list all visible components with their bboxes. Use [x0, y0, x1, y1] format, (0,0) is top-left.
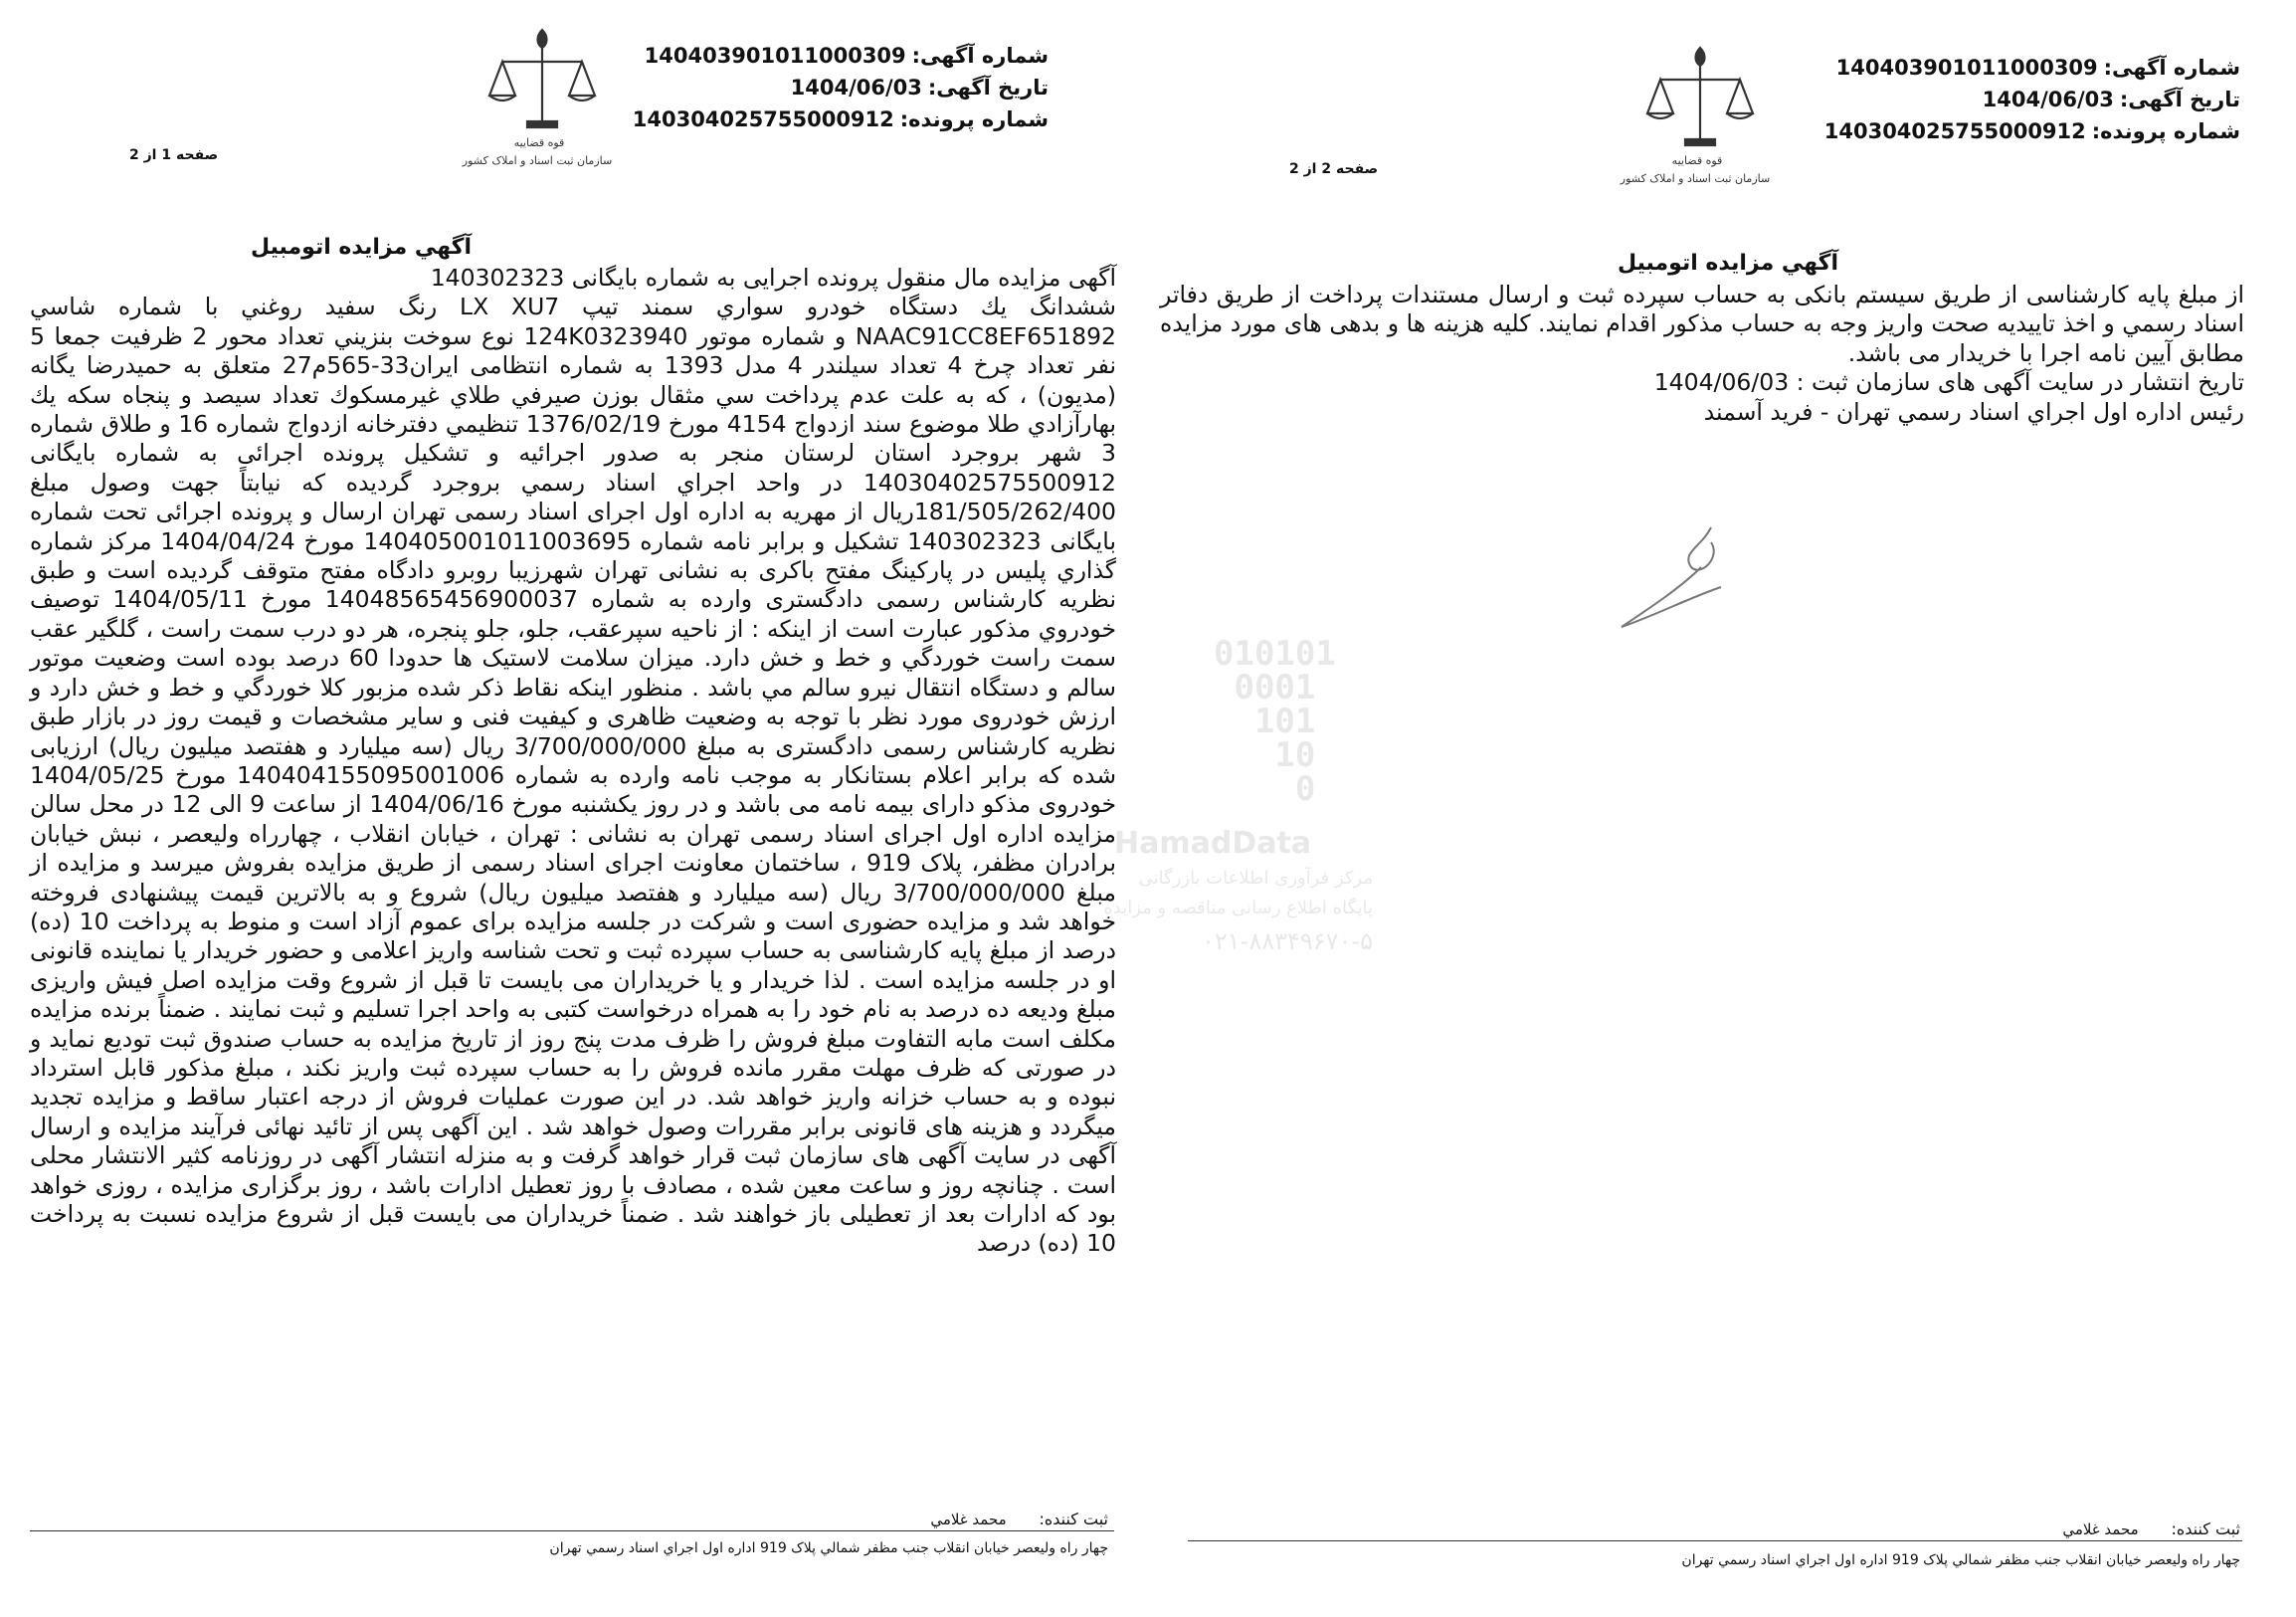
- notice-body: [1160, 281, 2244, 427]
- watermark-phone: ۰۲۱-۸۸۳۴۹۶۷۰-۵: [1201, 927, 1373, 955]
- notice-date: 1404/06/03: [1982, 88, 2114, 111]
- body-paragraph: از مبلغ پايه كارشناسی از طريق سيستم بانكی به حساب سپرده ثبت و ارسال مستندات پرداخت از طريق دفاتر اسناد رسمي و اخذ تاييديه صحت واريز وجه به حساب مذكور اقدام نمايند. كليه هزينه ها و بدهی های مورد مزايده مطابق آيين نامه اجرا با خريدار می باشد.: [1160, 281, 2244, 367]
- signature-icon: [1592, 517, 1751, 647]
- file-number-label: شماره پرونده:: [2091, 119, 2240, 143]
- file-number: 140304025755000912: [1823, 119, 2086, 143]
- emblem-top-text: قوه قضاییه: [513, 136, 565, 149]
- page-number: صفحه 1 از 2: [129, 147, 219, 163]
- body-paragraph: آگهی مزایده مال منقول پرونده اجرایی به شماره بایگانی 140302323: [430, 264, 1116, 292]
- notice-number-row: [633, 40, 1049, 72]
- registrar-name: محمد غلامي: [2062, 1520, 2139, 1538]
- notice-header: [633, 40, 1049, 135]
- footer-divider: [30, 1530, 1114, 1531]
- watermark-digits: 010101 0001 101 10 0: [1214, 634, 1336, 809]
- judiciary-emblem-icon: [1620, 40, 1771, 189]
- notice-date-row: [633, 72, 1049, 103]
- notice-header: [1824, 52, 2240, 147]
- footer-address: چهار راه وليعصر خيابان انقلاب جنب مظفر شمالي پلاک 919 اداره اول اجراي اسناد رسمي تهران: [1681, 1552, 2240, 1568]
- file-number-row: [633, 103, 1049, 135]
- emblem-caption-text: سازمان ثبت اسناد و املاک کشور: [1620, 172, 1771, 185]
- watermark-line-1: مرکز فرآوری اطلاعات بازرگانی: [1138, 868, 1373, 889]
- notice-number: 140403901011000309: [644, 44, 906, 68]
- page-number: صفحه 2 از 2: [1289, 161, 1379, 177]
- footer-divider: [1188, 1540, 2242, 1541]
- notice-page-2: [1148, 0, 2296, 1617]
- registrar-row: [930, 1510, 1108, 1528]
- registrar-label: ثبت كننده:: [1039, 1510, 1108, 1528]
- judiciary-emblem-icon: [462, 22, 613, 171]
- notice-date-label: تاریخ آگهی:: [927, 76, 1049, 100]
- emblem-top-text: قوه قضاییه: [1671, 154, 1723, 167]
- file-number: 140304025755000912: [632, 107, 894, 131]
- notice-number: 140403901011000309: [1835, 56, 2098, 80]
- notice-date-label: تاریخ آگهی:: [2119, 88, 2240, 111]
- file-number-label: شماره پرونده:: [899, 107, 1049, 131]
- notice-number-label: شماره آگهی:: [911, 44, 1049, 68]
- notice-number-row: [1824, 52, 2240, 84]
- registrar-name: محمد غلامي: [930, 1511, 1007, 1528]
- notice-body: [30, 264, 1116, 1259]
- emblem-caption-text: سازمان ثبت اسناد و املاک کشور: [462, 154, 613, 167]
- registrar-label: ثبت كننده:: [2171, 1519, 2240, 1538]
- registrar-row: [2062, 1519, 2240, 1538]
- body-paragraph: ششدانگ يك دستگاه خودرو سواري سمند تيپ LX XU7 رنگ سفيد روغني با شماره شاسي NAAC91CC8EF651892 و شماره موتور 124K0323940 نوع سوخت بنزيني تعداد محور 2 ظرفيت جمعا 5 نفر تعداد چرخ 4 تعداد سيلندر 4 مدل 1393 به شماره انتظامی ايران33-565م27 متعلق به حميدرضا يگانه (مديون) ، كه به علت عدم پرداخت سي مثقال بوزن صيرفي طلاي غيرمسكوك تعداد سيصد و پنجاه سكه يك بهارآزادي طلا موضوع سند ازدواج 4154 مورخ 1376/02/19 تنظيمي دفترخانه ازدواج شماره 16 و طلاق شماره 3 شهر بروجرد استان لرستان منجر به صدور اجرائيه و تشكيل پرونده اجرائی به شماره بايگانی 14030402575500912 در واحد اجراي اسناد رسمي بروجرد گرديده كه نيابتاً جهت وصول مبلغ 181/505/262/400ريال از مهريه به اداره اول اجرای اسناد رسمی تهران ارسال و پرونده اجرائی تحت شماره بايگانی 140302323 تشكيل و برابر نامه شماره 140405001011003695 مورخ 1404/04/24 مركز شماره گذاري پليس در پاركينگ مفتح باكری به نشانی تهران شهرزيبا روبرو دادگاه مفتح متوقف گرديده است و طبق نظريه كارشناس رسمی دادگستری وارده به شماره 14048565456900037 مورخ 1404/05/11 توصيف خودروي مذكور عبارت است از اينكه : از ناحيه سپرعقب، جلو، جلو پنجره، هر دو درب سمت راست ، گلگير عقب سمت راست خوردگي و خط و خش دارد. ميزان سلامت لاستيک ها حدودا 60 درصد بوده است وضعيت موتور سالم و دستگاه انتقال نيرو سالم مي باشد . منظور اينكه نقاط ذكر شده مزبور كلا خوردگي و خط و خش دارد و ارزش خودروی مورد نظر با توجه به وضعيت ظاهری و كيفيت فنی و ساير مشخصات و قيمت روز در بازار طبق نظريه كارشناس رسمی دادگستری به مبلغ 3/700/000/000 ريال (سه ميليارد و هفتصد ميليون ريال) ارزيابی شده كه برابر اعلام بستانكار به موجب نامه وارده به شماره 140404155095001006 مورخ 1404/05/25 خودروی مذكو دارای بيمه نامه می باشد و در روز يكشنبه مورخ 1404/06/16 از ساعت 9 الی 12 در محل سالن مزايده اداره اول اجرای اسناد رسمی تهران به نشانی : تهران ، خيابان انقلاب ، چهارراه وليعصر ، نبش خيابان برادران مظفر، پلاک 919 ، ساختمان معاونت اجرای اسناد رسمی از طريق مزايده بفروش ميرسد و مزايده از مبلغ 3/700/000/000 ريال (سه ميليارد و هفتصد ميليون ريال) شروع و به بالاترين قيمت پيشنهادی فروخته خواهد شد و مزايده حضوری است و شركت در جلسه مزايده برای عموم آزاد است و منوط به پرداخت 10 (ده) درصد از مبلغ پايه كارشناسی به حساب سپرده ثبت و تحت شناسه واريز اعلامی و حضور خريدار يا نماينده قانونی او در جلسه مزايده است . لذا خريدار و يا خريداران می بايست تا قبل از شروع وقت مزايده اصل فيش واريزی مبلغ وديعه ده درصد به نام خود را به همراه درخواست كتبی به واحد اجرا تسليم و ثبت نمايند . ضمناً برنده مزايده مكلف است مابه التفاوت مبلغ فروش را ظرف مدت پنج روز از تاريخ مزايده به حساب صندوق ثبت توديع نمايد و در صورتی كه ظرف مهلت مقرر مانده فروش را به حساب سپرده ثبت واريز نكند ، مبلغ مذكور قابل استرداد نبوده و به حساب خزانه واريز خواهد شد. در اين صورت عمليات فروش از درجه اعتبار ساقط و مزايده تجديد ميگردد و هزينه های قانونی برابر مقررات وصول خواهد شد . اين آگهی پس از تائيد نهائی فرآيند مزايده و ارسال آگهی در سايت آگهی های سازمان ثبت قرار خواهد گرفت و به منزله انتشار آگهی در روزنامه كثير الانتشار محلی است . چنانچه روز و ساعت معين شده ، مصادف با روز تعطيل ادارات باشد ، روز برگزاری مزايده ، روزی خواهد بود كه ادارات بعد از تعطيلی باز خواهند شد . ضمناً خريداران می بايست قبل از شروع مزايده نسبت به پرداخت 10 (ده) درصد: [30, 293, 1117, 1258]
- file-number-row: [1824, 115, 2240, 147]
- notice-date-row: [1824, 84, 2240, 115]
- watermark-brand: HamadData: [1114, 826, 1312, 861]
- notice-number-label: شماره آگهی:: [2103, 56, 2240, 80]
- watermark-line-2: پایگاه اطلاع رسانی مناقصه و مزایده: [1103, 898, 1373, 918]
- page-title: آگهي مزايده اتومبيل: [250, 235, 472, 260]
- publish-date-line: تاريخ انتشار در سايت آگهی های سازمان ثبت : 1404/06/03: [1653, 368, 2244, 397]
- footer-address: چهار راه وليعصر خيابان انقلاب جنب مظفر شمالي پلاک 919 اداره اول اجراي اسناد رسمي تهران: [549, 1540, 1108, 1556]
- page-title: آگهي مزايده اتومبيل: [1617, 251, 1838, 276]
- signatory-line: رئيس اداره اول اجراي اسناد رسمي تهران - فريد آسمند: [1703, 397, 2244, 426]
- notice-date: 1404/06/03: [790, 76, 922, 100]
